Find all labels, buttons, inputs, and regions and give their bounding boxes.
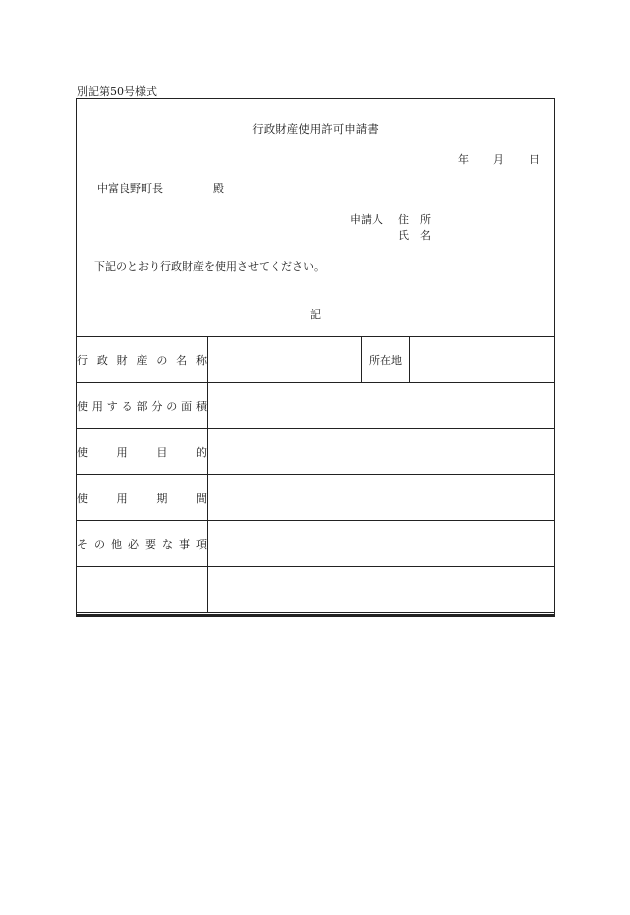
label-char: な	[162, 537, 173, 551]
blank-field[interactable]	[208, 567, 555, 613]
label-char: 財	[116, 353, 128, 367]
other-field[interactable]	[208, 521, 555, 567]
label-char: す	[106, 399, 118, 413]
label-char: 部	[136, 399, 148, 413]
period-field[interactable]	[208, 475, 555, 521]
label-char: 間	[195, 491, 207, 505]
area-field[interactable]	[208, 383, 555, 429]
label-char: 事	[179, 537, 190, 551]
table-row	[77, 337, 555, 383]
address-label: 住 所	[398, 213, 431, 226]
form-title: 行政財産使用許可申請書	[252, 122, 379, 136]
label-char: 的	[195, 445, 207, 459]
label-char: 分	[151, 399, 163, 413]
honorific: 殿	[213, 182, 224, 195]
label-char: 使	[77, 445, 88, 459]
label-char: 行	[77, 353, 88, 367]
label-char: そ	[77, 537, 88, 551]
request-statement: 下記のとおり行政財産を使用させてください。	[94, 260, 325, 273]
label-char: 産	[136, 353, 148, 367]
table-row	[77, 383, 555, 429]
period-label	[77, 475, 208, 521]
table-row	[77, 567, 555, 613]
property-name-label	[77, 337, 208, 383]
name-label: 氏 名	[398, 229, 431, 242]
application-form	[76, 98, 555, 617]
label-char: 面	[181, 399, 193, 413]
date-year: 年	[458, 153, 469, 166]
purpose-field[interactable]	[208, 429, 555, 475]
label-char: 政	[96, 353, 108, 367]
label-char: の	[156, 353, 168, 367]
label-char: 称	[195, 353, 207, 367]
date-month: 月	[493, 153, 504, 166]
ki-heading: 記	[310, 308, 321, 321]
label-char: 用	[116, 445, 128, 459]
label-char: の	[94, 537, 105, 551]
label-char: 目	[156, 445, 168, 459]
addressee: 中富良野町長	[97, 182, 163, 195]
date-day: 日	[529, 153, 540, 166]
label-char: る	[121, 399, 133, 413]
table-row	[77, 475, 555, 521]
label-char: 用	[116, 491, 128, 505]
area-label	[77, 383, 208, 429]
label-char: 必	[128, 537, 139, 551]
applicant-label: 申請人	[350, 213, 383, 226]
label-char: 他	[111, 537, 122, 551]
label-char: 用	[91, 399, 103, 413]
blank-label[interactable]	[77, 567, 208, 613]
details-table	[76, 336, 555, 613]
label-char: 積	[196, 399, 207, 413]
table-row	[77, 521, 555, 567]
label-char: 使	[77, 399, 88, 413]
location-label: 所在地	[362, 337, 410, 383]
other-label	[77, 521, 208, 567]
label-char: 要	[145, 537, 156, 551]
location-field[interactable]	[410, 337, 555, 383]
label-char: 期	[156, 491, 168, 505]
label-char: 項	[196, 537, 207, 551]
purpose-label	[77, 429, 208, 475]
label-char: 使	[77, 491, 88, 505]
table-row	[77, 429, 555, 475]
label-char: 名	[176, 353, 188, 367]
property-name-field[interactable]	[208, 337, 362, 383]
label-char: の	[166, 399, 178, 413]
form-number: 別記第50号様式	[77, 85, 157, 98]
